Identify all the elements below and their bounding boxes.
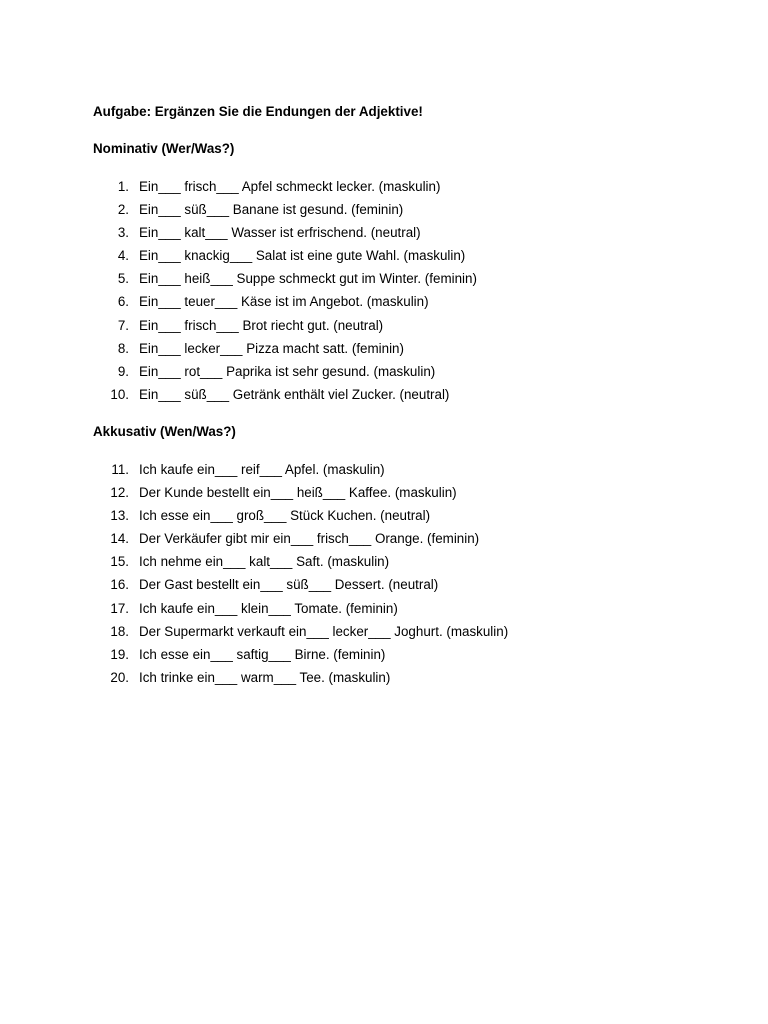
exercise-sentence: Der Verkäufer gibt mir ein___ frisch___ Orange. (feminin) [139, 531, 480, 547]
exercise-item [93, 508, 508, 531]
exercise-item [93, 462, 508, 485]
task-title: Aufgabe: Ergänzen Sie die Endungen der Adjektive! [93, 104, 423, 119]
exercise-item [93, 248, 477, 271]
exercise-number: 6. [117, 294, 129, 310]
exercise-number: 19. [110, 646, 129, 662]
exercise-item [93, 670, 508, 693]
exercise-sentence: Ein___ rot___ Paprika ist sehr gesund. (maskulin) [139, 363, 436, 379]
exercise-list-nominativ [93, 179, 477, 410]
exercise-item [93, 601, 508, 624]
exercise-item [93, 318, 477, 341]
exercise-sentence: Der Gast bestellt ein___ süß___ Dessert. (neutral) [139, 577, 439, 593]
exercise-sentence: Der Supermarkt verkauft ein___ lecker___ Joghurt. (maskulin) [139, 623, 509, 639]
exercise-sentence: Ein___ kalt___ Wasser ist erfrischend. (neutral) [139, 225, 421, 241]
exercise-number: 10. [110, 386, 129, 402]
exercise-number: 14. [110, 531, 129, 547]
exercise-sentence: Ein___ lecker___ Pizza macht satt. (feminin) [139, 340, 404, 356]
exercise-number: 9. [117, 363, 129, 379]
exercise-sentence: Ein___ süß___ Banane ist gesund. (feminin) [139, 202, 404, 218]
exercise-sentence: Ich kaufe ein___ klein___ Tomate. (feminin) [139, 600, 398, 616]
exercise-sentence: Ich nehme ein___ kalt___ Saft. (maskulin) [139, 554, 390, 570]
exercise-number: 3. [117, 225, 129, 241]
exercise-sentence: Ein___ heiß___ Suppe schmeckt gut im Winter. (feminin) [139, 271, 477, 287]
exercise-sentence: Ein___ süß___ Getränk enthält viel Zucker. (neutral) [139, 386, 450, 402]
exercise-number: 12. [110, 485, 129, 501]
exercise-number: 1. [117, 179, 129, 194]
exercise-sentence: Der Kunde bestellt ein___ heiß___ Kaffee. (maskulin) [139, 485, 457, 501]
exercise-list-akkusativ [93, 462, 508, 693]
exercise-number: 16. [110, 577, 129, 593]
exercise-item [93, 364, 477, 387]
exercise-sentence: Ein___ frisch___ Apfel schmeckt lecker. (maskulin) [139, 179, 441, 194]
exercise-number: 2. [117, 202, 129, 218]
exercise-item [93, 485, 508, 508]
exercise-sentence: Ich esse ein___ groß___ Stück Kuchen. (neutral) [139, 508, 431, 524]
exercise-item [93, 271, 477, 294]
exercise-number: 18. [110, 623, 129, 639]
exercise-number: 13. [110, 508, 129, 524]
exercise-sentence: Ich trinke ein___ warm___ Tee. (maskulin) [139, 669, 391, 685]
exercise-number: 15. [110, 554, 129, 570]
exercise-sentence: Ein___ teuer___ Käse ist im Angebot. (maskulin) [139, 294, 429, 310]
exercise-number: 5. [117, 271, 129, 287]
exercise-item [93, 577, 508, 600]
exercise-item [93, 531, 508, 554]
exercise-item [93, 647, 508, 670]
exercise-number: 20. [110, 669, 129, 685]
exercise-sentence: Ich esse ein___ saftig___ Birne. (feminin) [139, 646, 386, 662]
exercise-item [93, 294, 477, 317]
exercise-item [93, 179, 477, 202]
exercise-number: 17. [110, 600, 129, 616]
exercise-sentence: Ich kaufe ein___ reif___ Apfel. (maskulin) [139, 462, 385, 477]
exercise-sentence: Ein___ knackig___ Salat ist eine gute Wahl. (maskulin) [139, 248, 466, 264]
exercise-item [93, 624, 508, 647]
exercise-item [93, 225, 477, 248]
exercise-item [93, 202, 477, 225]
exercise-item [93, 387, 477, 410]
exercise-number: 8. [117, 340, 129, 356]
section-heading-akkusativ: Akkusativ (Wen/Was?) [93, 424, 236, 439]
exercise-number: 11. [111, 462, 129, 477]
exercise-number: 7. [117, 317, 129, 333]
exercise-sentence: Ein___ frisch___ Brot riecht gut. (neutral) [139, 317, 384, 333]
exercise-item [93, 341, 477, 364]
section-heading-nominativ: Nominativ (Wer/Was?) [93, 141, 235, 156]
exercise-number: 4. [117, 248, 129, 264]
exercise-item [93, 554, 508, 577]
